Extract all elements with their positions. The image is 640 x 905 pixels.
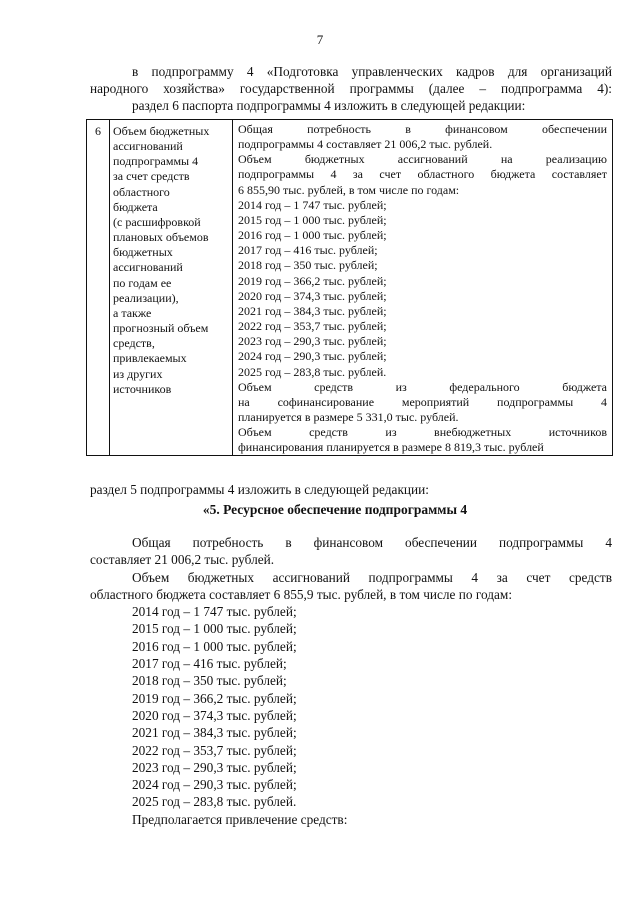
year-line: 2014 год – 1 747 тыс. рублей; bbox=[238, 197, 387, 212]
label-line: Объем бюджетных bbox=[113, 124, 210, 138]
paragraph-line: Объем бюджетных ассигнований подпрограммы 4 за счет средств bbox=[132, 569, 612, 585]
passport-table bbox=[86, 119, 613, 456]
section5-instruction: раздел 5 подпрограммы 4 изложить в следующей редакции: bbox=[90, 482, 429, 497]
label-line: по годам ее bbox=[113, 275, 172, 290]
label-line: реализации), bbox=[113, 290, 179, 305]
intro-line-2: народного хозяйства» государственной программы (далее – подпрограмма 4): bbox=[90, 81, 612, 96]
label-line: за счет средств bbox=[113, 169, 190, 184]
list-item: 2025 год – 283,8 тыс. рублей. bbox=[132, 794, 297, 810]
row-number: 6 bbox=[87, 120, 110, 456]
section5-body bbox=[90, 534, 612, 828]
row-label bbox=[110, 120, 233, 456]
list-item: 2016 год – 1 000 тыс. рублей; bbox=[132, 638, 297, 654]
section5-title: «5. Ресурсное обеспечение подпрограммы 4 bbox=[202, 502, 468, 517]
year-line: 2023 год – 290,3 тыс. рублей; bbox=[238, 334, 387, 349]
paragraph-line: областного бюджета составляет 6 855,9 тыс. рублей, в том числе по годам: bbox=[90, 586, 513, 602]
year-line: 2016 год – 1 000 тыс. рублей; bbox=[238, 228, 387, 243]
page-number: 7 bbox=[316, 32, 324, 47]
label-line: привлекаемых bbox=[113, 351, 187, 366]
federal-line: Объем средств из федерального бюджета bbox=[238, 379, 607, 394]
intro-line-1: в подпрограмму 4 «Подготовка управленческих кадров для организаций bbox=[132, 64, 612, 79]
label-line: а также bbox=[113, 305, 152, 320]
label-line: средств, bbox=[113, 336, 155, 351]
label-line: прогнозный объем bbox=[113, 321, 209, 336]
year-line: 2022 год – 353,7 тыс. рублей; bbox=[238, 319, 387, 334]
federal-line: планируется в размере 5 331,0 тыс. рублей. bbox=[238, 409, 459, 424]
total-line: Общая потребность в финансовом обеспечении bbox=[238, 122, 607, 136]
total-line: подпрограммы 4 составляет 21 006,2 тыс. рублей. bbox=[238, 137, 493, 152]
label-line: областного bbox=[113, 184, 170, 199]
year-line: 2015 год – 1 000 тыс. рублей; bbox=[238, 212, 387, 227]
passport-row bbox=[87, 120, 613, 456]
extra-line: финансирования планируется в размере 8 819,3 тыс. рублей bbox=[238, 440, 544, 455]
intro-line-3: раздел 6 паспорта подпрограммы 4 изложить в следующей редакции: bbox=[132, 98, 526, 113]
year-line: 2019 год – 366,2 тыс. рублей; bbox=[238, 273, 387, 288]
year-line: 2017 год – 416 тыс. рублей; bbox=[238, 243, 378, 258]
closing-line: Предполагается привлечение средств: bbox=[132, 811, 348, 827]
year-line: 2020 год – 374,3 тыс. рублей; bbox=[238, 288, 387, 303]
budget-line: подпрограммы 4 за счет областного бюджета составляет bbox=[238, 167, 607, 182]
year-line: 2021 год – 384,3 тыс. рублей; bbox=[238, 303, 387, 318]
extra-line: Объем средств из внебюджетных источников bbox=[238, 425, 607, 440]
paragraph-line: Общая потребность в финансовом обеспечении подпрограммы 4 bbox=[132, 535, 612, 550]
label-line: подпрограммы 4 bbox=[113, 154, 199, 169]
label-line: плановых объемов bbox=[113, 230, 209, 245]
label-line: источников bbox=[113, 381, 172, 396]
row-content bbox=[233, 120, 613, 456]
list-item: 2015 год – 1 000 тыс. рублей; bbox=[132, 621, 297, 637]
label-line: (с расшифровкой bbox=[113, 214, 201, 229]
list-item: 2019 год – 366,2 тыс. рублей; bbox=[132, 690, 297, 706]
label-line: бюджетных bbox=[113, 245, 173, 260]
year-line: 2018 год – 350 тыс. рублей; bbox=[238, 258, 378, 273]
budget-line: Объем бюджетных ассигнований на реализацию bbox=[238, 152, 607, 167]
list-item: 2024 год – 290,3 тыс. рублей; bbox=[132, 777, 297, 793]
label-line: ассигнований bbox=[113, 260, 183, 275]
list-item: 2020 год – 374,3 тыс. рублей; bbox=[132, 707, 297, 723]
label-line: бюджета bbox=[113, 199, 158, 214]
year-line: 2025 год – 283,8 тыс. рублей. bbox=[238, 364, 387, 379]
list-item: 2014 год – 1 747 тыс. рублей; bbox=[132, 604, 297, 620]
years-list bbox=[90, 603, 612, 811]
budget-line: 6 855,90 тыс. рублей, в том числе по годам: bbox=[238, 182, 460, 197]
label-line: из других bbox=[113, 366, 163, 381]
list-item: 2018 год – 350 тыс. рублей; bbox=[132, 673, 287, 689]
list-item: 2021 год – 384,3 тыс. рублей; bbox=[132, 725, 297, 741]
list-item: 2022 год – 353,7 тыс. рублей; bbox=[132, 742, 297, 758]
label-line: ассигнований bbox=[113, 139, 183, 154]
paragraph-line: составляет 21 006,2 тыс. рублей. bbox=[90, 552, 275, 568]
list-item: 2023 год – 290,3 тыс. рублей; bbox=[132, 759, 297, 775]
federal-line: на софинансирование мероприятий подпрограммы 4 bbox=[238, 394, 607, 409]
year-line: 2024 год – 290,3 тыс. рублей; bbox=[238, 349, 387, 364]
intro-paragraph bbox=[90, 63, 612, 114]
list-item: 2017 год – 416 тыс. рублей; bbox=[132, 656, 287, 672]
